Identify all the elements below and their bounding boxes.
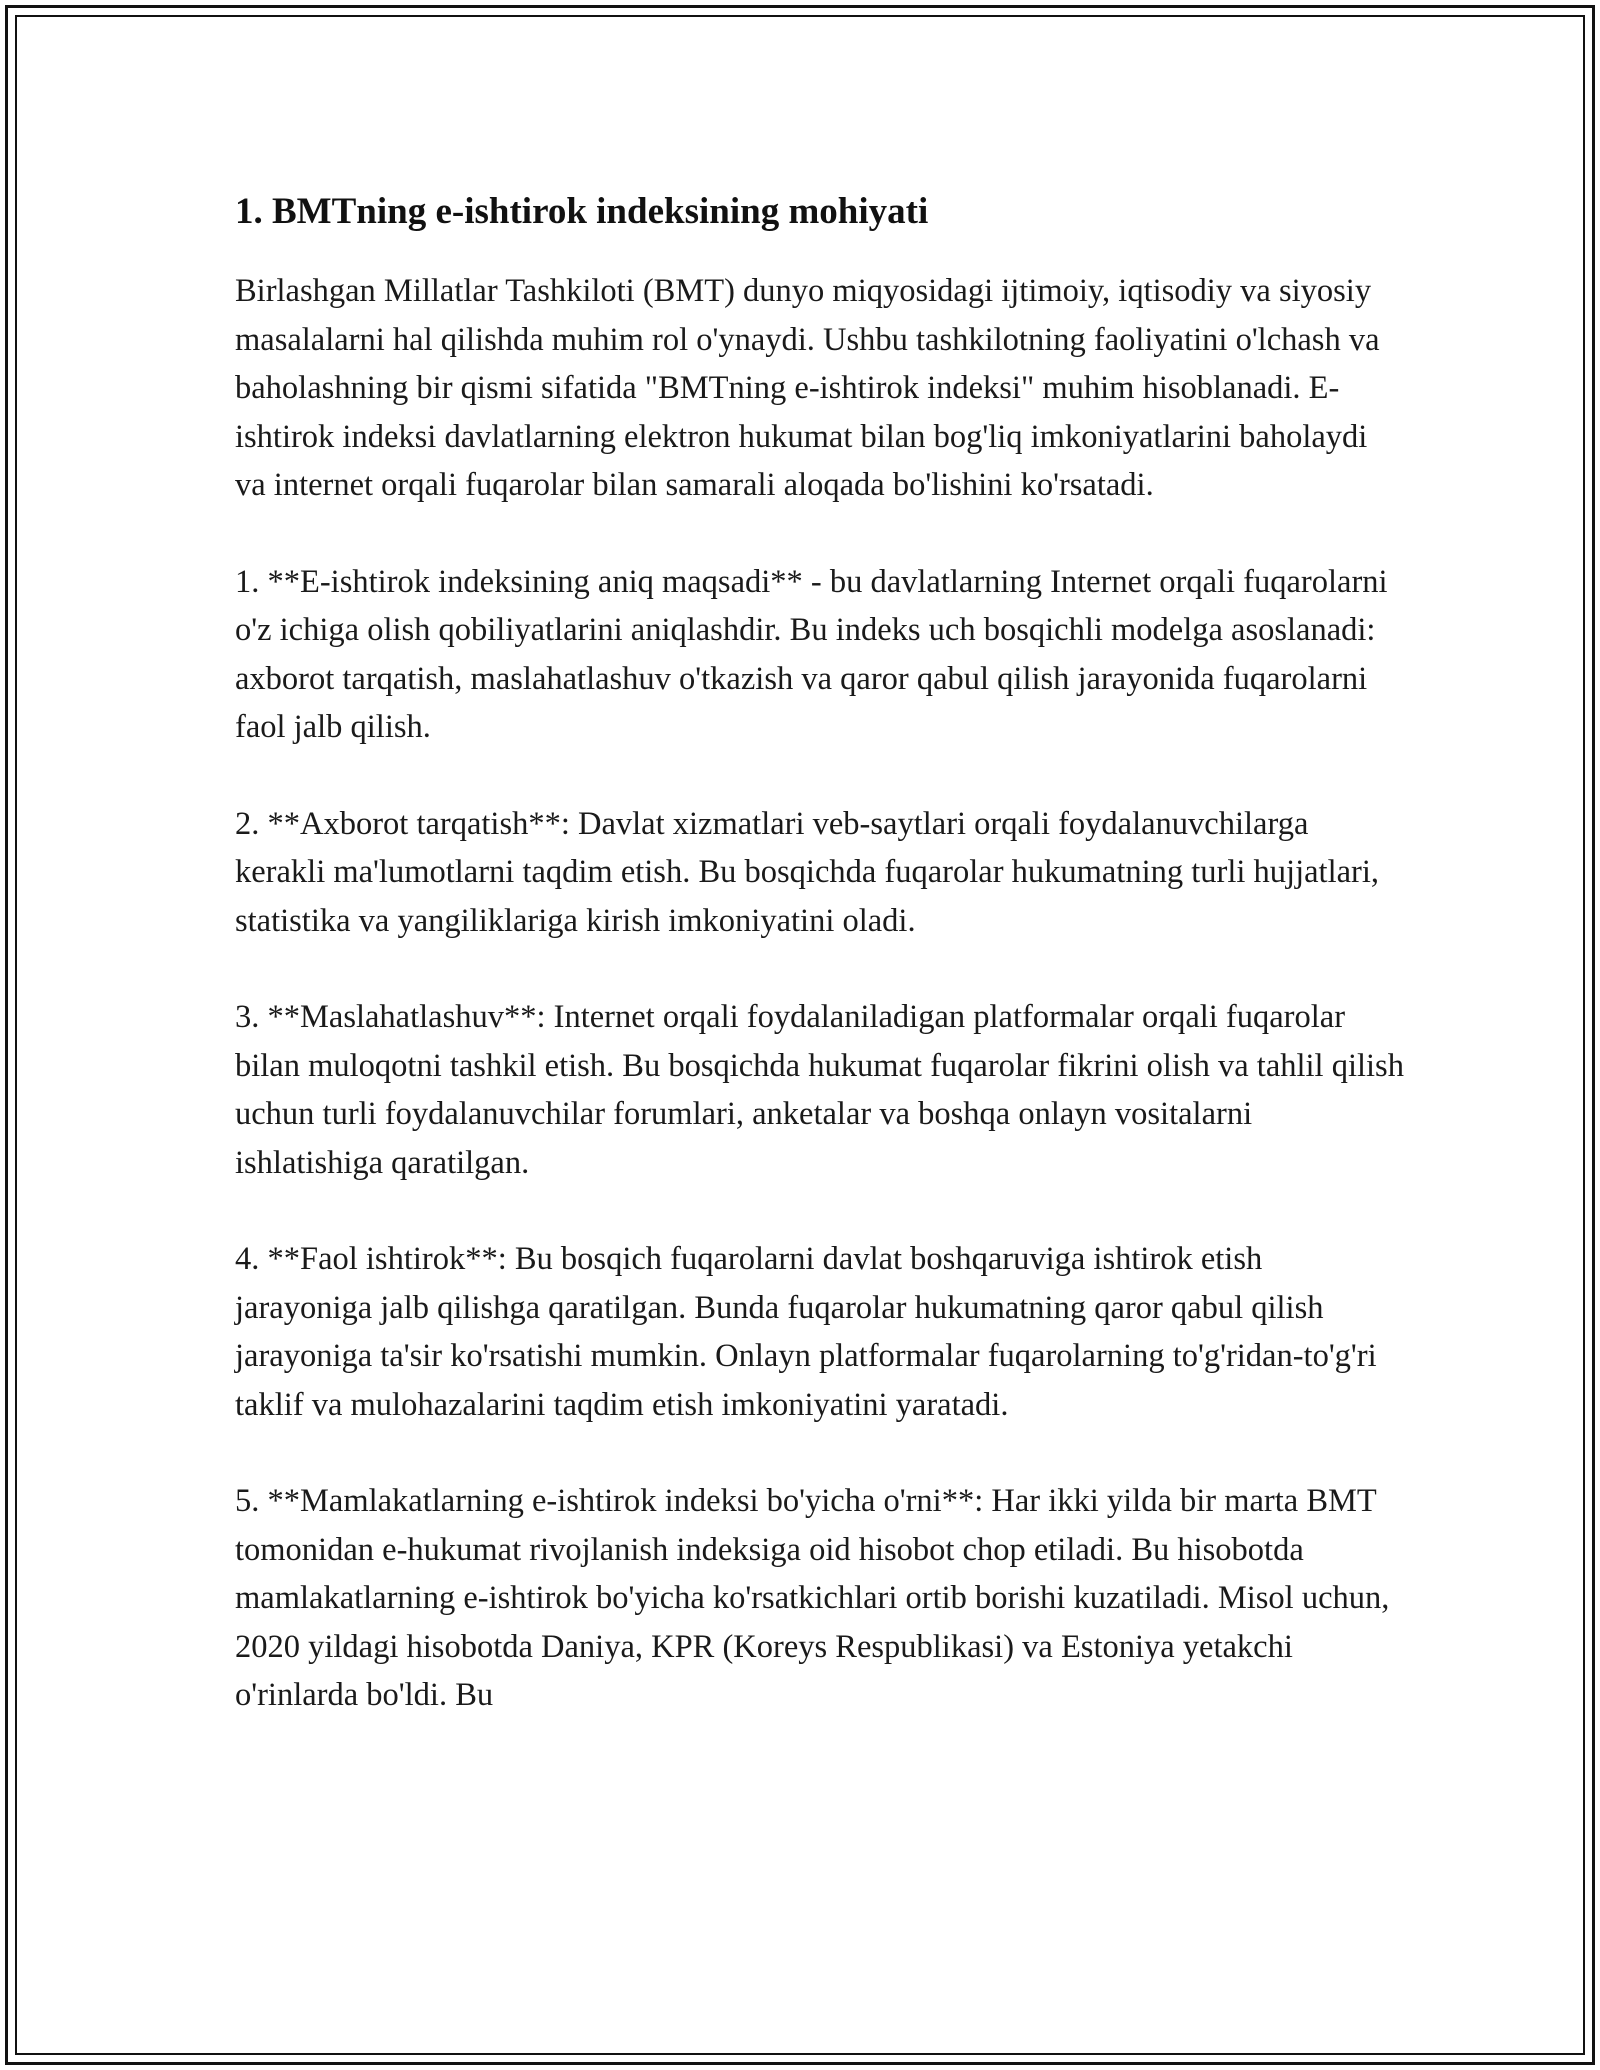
list-item-paragraph-2: 2. **Axborot tarqatish**: Davlat xizmatlari veb-saytlari orqali foydalanuvchilarga kerakli ma'lumotlarni taqdim etish. Bu bosqichda fuqarolar hukumatning turli hujjatlari, statistika va yangiliklariga kirish imkoniyatini oladi.: [235, 805, 1380, 939]
document-body: [235, 186, 1405, 1768]
section-heading: 1. BMTning e-ishtirok indeksining mohiyati: [235, 191, 929, 232]
list-item-paragraph-5: 5. **Mamlakatlarning e-ishtirok indeksi bo'yicha o'rni**: Har ikki yilda bir marta BMT tomonidan e-hukumat rivojlanish indeksiga oid hisobot chop etiladi. Bu hisobotda mamlakatlarning e-ishtirok bo'yicha ko'rsatkichlari ortib borishi kuzatiladi. Misol uchun, 2020 yildagi hisobotda Daniya, KPR (Koreys Respublikasi) va Estoniya yetakchi o'rinlarda bo'ldi. Bu: [235, 1483, 1390, 1713]
intro-paragraph: Birlashgan Millatlar Tashkiloti (BMT) dunyo miqyosidagi ijtimoiy, iqtisodiy va siyosiy masalalarni hal qilishda muhim rol o'ynaydi. Ushbu tashkilotning faoliyatini o'lchash va baholashning bir qismi sifatida "BMTning e-ishtirok indeksi" muhim hisoblanadi. E-ishtirok indeksi davlatlarning elektron hukumat bilan bog'liq imkoniyatlarini baholaydi va internet orqali fuqarolar bilan samarali aloqada bo'lishini ko'rsatadi.: [235, 273, 1380, 503]
list-item-paragraph-3: 3. **Maslahatlashuv**: Internet orqali foydalaniladigan platformalar orqali fuqarolar bilan muloqotni tashkil etish. Bu bosqichda hukumat fuqarolar fikrini olish va tahlil qilish uchun turli foydalanuvchilar forumlari, anketalar va boshqa onlayn vositalarni ishlatishiga qaratilgan.: [235, 999, 1404, 1181]
list-item-paragraph-1: 1. **E-ishtirok indeksining aniq maqsadi** - bu davlatlarning Internet orqali fuqarolarni o'z ichiga olish qobiliyatlarini aniqlashdir. Bu indeks uch bosqichli modelga asoslanadi: axborot tarqatish, maslahatlashuv o'tkazish va qaror qabul qilish jarayonida fuqarolarni faol jalb qilish.: [235, 563, 1388, 745]
list-item-paragraph-4: 4. **Faol ishtirok**: Bu bosqich fuqarolarni davlat boshqaruviga ishtirok etish jarayoniga jalb qilishga qaratilgan. Bunda fuqarolar hukumatning qaror qabul qilish jarayoniga ta'sir ko'rsatishi mumkin. Onlayn platformalar fuqarolarning to'g'ridan-to'g'ri taklif va mulohazalarini taqdim etish imkoniyatini yaratadi.: [235, 1241, 1377, 1423]
